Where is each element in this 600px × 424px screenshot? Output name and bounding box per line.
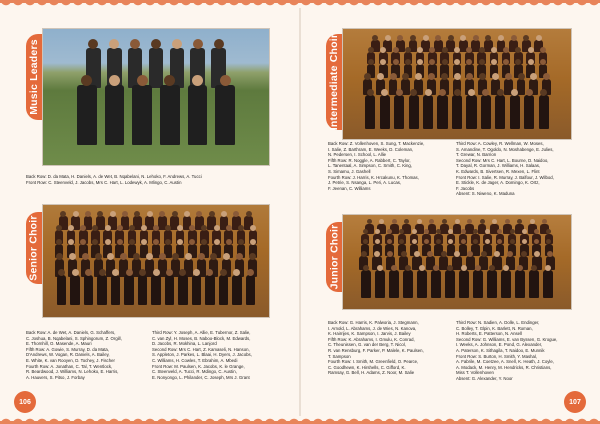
choir-member-head [412, 229, 417, 234]
caption-line: I. Salie, Z. Barthram, E. Weeks, D. Coleman, [328, 146, 414, 152]
choir-member-figure [417, 270, 427, 298]
choir-member-head [214, 239, 220, 245]
choir-member-head [95, 253, 102, 260]
caption-line: Back Row: A. de Wet, A. Daniels, G. Schaffers, [26, 330, 116, 335]
caption-line: Absent: S. Niweno, K. Maduna [456, 191, 515, 197]
choir-member-head [480, 219, 485, 224]
caption-line: S. Simamu, J. Gashell [328, 168, 371, 174]
intermediate-choir-photo [342, 28, 572, 140]
choir-member-figure [70, 275, 79, 305]
choir-member-head [151, 39, 161, 49]
choir-member-head [448, 35, 454, 41]
choir-member-figure [515, 270, 525, 298]
choir-member-figure [375, 270, 385, 298]
choir-member-head [540, 47, 546, 53]
caption-line: A. Paterson, K. Sithagila, T. Naidoo, E. Munnik [456, 347, 545, 353]
choir-member-head [147, 211, 153, 217]
choir-member-figure [124, 275, 133, 305]
page-number-right-text: 107 [569, 398, 581, 406]
choir-member-head [454, 59, 460, 65]
choir-member-figure [151, 275, 160, 305]
caption-line: A. Modack, M. Henry, M. Hendricks, R. Christians, [456, 364, 552, 370]
caption-line: Fourth Row: A. Jonathan, C. Tal, T. Wentlock, [26, 363, 113, 369]
music-leaders-group [43, 29, 269, 165]
choir-member-head [419, 265, 425, 271]
choir-member-figure [365, 95, 375, 129]
choir-member-figure [409, 95, 419, 129]
caption-line: D. Jacobs, R. Mokhina, L. Lanjord [152, 341, 217, 347]
choir-member-head [247, 269, 254, 276]
caption-line: L. Tanentaal, A. Simpson, C. Smith, C. King, [328, 163, 412, 169]
caption-line: E. White, K. van Rooyen, D. Tochey, J. Fischer [26, 357, 115, 363]
choir-member-head [220, 75, 231, 86]
choir-member-figure [361, 270, 371, 298]
choir-member-head [185, 253, 192, 260]
choir-member-head [69, 253, 76, 260]
choir-member-figure [138, 275, 147, 305]
choir-member-head [126, 269, 133, 276]
choir-member-head [56, 225, 62, 231]
caption-line: S. Appleton, J. Parkes, L. Blaai, H. Dyers, J. Jacobs, [152, 352, 252, 358]
choir-member-figure [459, 244, 468, 256]
choir-member-head [193, 269, 200, 276]
caption-line: Absent: G. Alexander, Y. Noor [456, 375, 513, 381]
choir-member-head [172, 211, 178, 217]
caption-line: Back Row: G. Harris, K. Palworia, J. Stegmann, [328, 320, 419, 325]
choir-member-figure [459, 270, 469, 298]
choir-member-head [153, 239, 159, 245]
choir-member-head [117, 239, 123, 245]
choir-member-head [517, 265, 523, 271]
choir-member-head [491, 47, 497, 53]
choir-member-head [540, 59, 546, 65]
choir-member-head [375, 229, 380, 234]
choir-member-figure [453, 224, 462, 234]
choir-member-figure [510, 95, 520, 129]
choir-member-head [414, 251, 420, 257]
choir-member-head [377, 73, 384, 80]
choir-member-head [392, 219, 397, 224]
choir-member-head [405, 47, 411, 53]
caption-line: Third Row: Y. Joseph, A. Allie, E. Tubernor, Z. Salie, [152, 330, 251, 335]
choir-member-head [374, 251, 380, 257]
choir-member-head [172, 39, 182, 49]
choir-member-head [129, 239, 135, 245]
caption-line: Fifth Row: R. Noggle, A. Rabbert, C. Taylor, [328, 157, 411, 163]
choir-member-head [454, 89, 461, 96]
choir-member-figure [423, 95, 433, 129]
choir-member-head [461, 229, 466, 234]
senior-choir-caption-col2 [152, 330, 278, 380]
caption-line: Third Row: N. Sadien, A. Dolle, L. Endinger, [456, 320, 540, 325]
senior-choir-group [43, 205, 269, 317]
choir-member-head [425, 89, 432, 96]
choir-member-head [526, 89, 533, 96]
choir-member-head [467, 219, 472, 224]
choir-member-figure [205, 275, 214, 305]
caption-line: C. Theunissen, G. van der Berg, T. Nicol, [328, 342, 406, 348]
choir-member-figure [97, 275, 106, 305]
choir-member-head [479, 59, 485, 65]
choir-member-head [528, 47, 534, 53]
choir-member-figure [188, 85, 207, 145]
senior-choir-title: Senior Choir [28, 215, 40, 281]
caption-line: F. Jacobs [456, 185, 475, 191]
choir-member-head [536, 35, 542, 41]
caption-line: Back Row: Z. Vollenhoven, S. Sung, T. Mackenzie, [328, 141, 425, 146]
choir-member-figure [437, 95, 447, 129]
choir-member-figure [132, 85, 151, 145]
senior-choir-tab [26, 212, 42, 284]
junior-choir-photo [342, 214, 572, 310]
choir-member-head [385, 35, 391, 41]
caption-line: C. Goodhewn, K. Hirshells, C. Gifford, K. [328, 364, 406, 370]
music-leaders-title: Music Leaders [28, 39, 41, 115]
caption-line: Second Row: Mrs C. Hart, Z. Kamaseli, N. Hanson, [152, 346, 250, 352]
choir-member-head [433, 265, 439, 271]
choir-member-head [363, 239, 368, 244]
junior-choir-title: Junior Choir [328, 224, 341, 290]
choir-member-head [396, 89, 403, 96]
caption-line: Fifth Row: A. Gowie, S. Murray, D. da Mata, [26, 346, 110, 352]
choir-member-head [518, 73, 525, 80]
choir-member-head [172, 253, 179, 260]
caption-line: R. van Rensburg, F. Parker, P. Malele, K. Paulsen, [328, 347, 424, 353]
choir-member-head [439, 89, 446, 96]
choir-member-head [209, 211, 215, 217]
caption-line: A. Hauvers, S. Pitso, J. Forbay [26, 374, 85, 380]
choir-member-head [159, 253, 166, 260]
caption-line: A. Fabrile, M. Coetzee, A. Snell, K. Heath, J. Coyle, [456, 359, 554, 365]
caption-line: R. Beardwood, J. Williams, N. Lehoko, E. Harris, [26, 369, 119, 375]
caption-line: I. Arnold, L. Abrahams, J. de Wies, N. Kanova, [328, 325, 417, 331]
choir-member-head [99, 269, 106, 276]
choir-member-head [361, 251, 367, 257]
choir-member-head [393, 59, 399, 65]
choir-member-head [364, 73, 371, 80]
page-number-left [14, 391, 36, 413]
caption-line: C. Williams, H. Cowles, T. Ebrahim, A. Mbedi [152, 357, 238, 363]
choir-member-figure [495, 95, 505, 129]
music-leaders-caption-back: Back Row: D. da Mata, H. Daniels, A. de Wet, B. Nqabelani, N. Lehoko, F. Andrews, A. Tucci [26, 174, 202, 179]
caption-line: T. Dayal, R. Gorman, J. Williams, H. Salaas, [456, 163, 541, 169]
choir-member-figure [445, 270, 455, 298]
choir-member-head [192, 75, 203, 86]
caption-line: I. Weeks, A. Johnson, E. Pond, G. Alexander, [456, 342, 543, 348]
choir-member-head [447, 265, 453, 271]
music-leaders-caption-front: Front Row: C. Steenveld, J. Jacobs, Mrs C. Hart, L. Lodewyk, A. Mlingo, C. Austin [26, 179, 182, 185]
choir-member-head [461, 239, 466, 244]
choir-member-head [410, 35, 416, 41]
choir-member-head [522, 229, 527, 234]
caption-line: Third Row: A. Cowley, R. Wellman, W. Moses, [456, 141, 544, 146]
choir-member-figure [403, 270, 413, 298]
choir-member-head [238, 239, 244, 245]
choir-member-head [530, 219, 535, 224]
choir-member-head [442, 219, 447, 224]
choir-member-figure [77, 85, 96, 145]
caption-line: Fourth Row: J. Harris, K. Hrcakunu, K. Thomas, [328, 174, 419, 180]
choir-member-head [393, 47, 399, 53]
junior-choir-group [343, 215, 571, 309]
caption-line: E. Nonyongo, L. Philander, C. Joseph, Mrs J. Grant [152, 374, 250, 380]
choir-member-head [226, 225, 232, 231]
page-number-right [564, 391, 586, 413]
choir-member-figure [452, 95, 462, 129]
choir-member-head [129, 225, 135, 231]
choir-member-head [405, 59, 411, 65]
choir-member-figure [487, 270, 497, 298]
caption-line: Ramsay, G. Bell, H. Adams, Z. Noor, M. Salie [328, 370, 415, 376]
choir-member-head [146, 253, 153, 260]
choir-member-figure [149, 48, 164, 88]
choir-member-head [401, 251, 407, 257]
choir-member-head [153, 269, 160, 276]
choir-member-head [105, 225, 111, 231]
choir-member-head [424, 239, 429, 244]
caption-line: C. Bolley, T. Glpin, K. Barlett, N. Roman, [456, 325, 533, 331]
choir-member-head [109, 75, 120, 86]
choir-member-head [246, 211, 252, 217]
choir-member-head [184, 211, 190, 217]
caption-line: N. Pedersen, I. School, L. Allie [328, 152, 387, 158]
caption-line: E. Stickle, K. de Jager, A. Domingo, K. Ortz, [456, 180, 540, 186]
choir-member-head [249, 253, 256, 260]
choir-member-head [250, 239, 256, 245]
choir-member-head [428, 73, 435, 80]
caption-line: E. Thornhill, O. Masende, A. Mauri [26, 341, 92, 347]
caption-line: Front Row: S. Burton, H. Smith, Y. Mashal, [456, 353, 538, 359]
choir-member-head [522, 239, 527, 244]
intermediate-choir-title: Intermediate Choir [328, 33, 340, 131]
choir-member-figure [232, 275, 241, 305]
choir-member-figure [524, 95, 534, 129]
choir-member-head [531, 265, 537, 271]
choir-member-head [503, 265, 509, 271]
intermediate-choir-caption-col1 [328, 141, 454, 191]
caption-line: K. Hairrijes, K. Sampson, I. Jarvis, J. Bailey [328, 331, 411, 337]
choir-member-figure [380, 95, 390, 129]
caption-line: Front Row: I. Salie, R. Murray, J. Balfour, J. Wilbod, [456, 174, 554, 180]
choir-member-head [226, 239, 232, 245]
caption-line: C. van Zyl, H. Moses, B. Naboo-Block, M. Edwards, [152, 335, 251, 341]
choir-member-head [454, 73, 461, 80]
choir-member-figure [178, 275, 187, 305]
choir-member-head [455, 219, 460, 224]
caption-line: Miss T. Vollenhoven [456, 370, 494, 376]
choir-member-figure [401, 79, 410, 95]
choir-member-head [390, 73, 397, 80]
choir-member-head [534, 251, 540, 257]
junior-choir-caption-col1 [328, 320, 454, 376]
choir-member-head [214, 39, 224, 49]
choir-member-head [479, 47, 485, 53]
choir-member-head [238, 225, 244, 231]
junior-choir-caption-col2 [456, 320, 580, 382]
choir-member-figure [219, 275, 228, 305]
choir-member-head [367, 219, 372, 224]
choir-member-head [473, 35, 479, 41]
choir-member-head [442, 59, 448, 65]
choir-member-head [545, 265, 551, 271]
caption-line: H. Roberts, E. Patterson, N. Ansell [456, 331, 522, 337]
choir-member-head [363, 229, 368, 234]
choir-member-figure [165, 275, 174, 305]
page-spine [299, 8, 301, 416]
choir-member-figure [466, 95, 476, 129]
choir-member-head [85, 211, 91, 217]
choir-member-head [492, 73, 499, 80]
senior-choir-photo [42, 204, 270, 318]
choir-member-head [510, 229, 515, 234]
caption-line: Second Row: Mrs C. Hart, L. Bourne, D. Naidoo, [456, 157, 549, 163]
choir-member-head [405, 265, 411, 271]
choir-member-head [468, 89, 475, 96]
music-leaders-tab [26, 34, 42, 120]
intermediate-choir-group [343, 29, 571, 139]
choir-member-head [391, 265, 397, 271]
choir-member-figure [501, 270, 511, 298]
choir-member-head [498, 35, 504, 41]
choir-member-head [441, 251, 447, 257]
junior-choir-tab [326, 222, 342, 292]
choir-member-figure [192, 275, 201, 305]
senior-choir-caption-col1 [26, 330, 150, 380]
choir-member-head [417, 219, 422, 224]
choir-member-figure [57, 275, 66, 305]
choir-member-head [511, 35, 517, 41]
caption-line: S. Amandine, T. Ogoldo, N. Moshabenge, E. Julies, [456, 146, 554, 152]
choir-member-head [521, 251, 527, 257]
choir-member-head [505, 219, 510, 224]
choir-member-head [220, 269, 227, 276]
choir-member-head [510, 239, 515, 244]
choir-member-head [56, 239, 62, 245]
choir-member-head [166, 269, 173, 276]
choir-member-head [454, 251, 460, 257]
choir-member-head [105, 239, 111, 245]
choir-member-head [528, 59, 534, 65]
choir-member-figure [543, 270, 553, 298]
choir-member-figure [539, 95, 549, 129]
caption-line: F. Jeenan, C. Williams [328, 185, 371, 191]
choir-member-head [375, 239, 380, 244]
caption-line: D'Andrews, W. Vogan, R. Daniels, A. Bailey, [26, 352, 110, 358]
choir-member-head [82, 253, 89, 260]
choir-member-head [377, 265, 383, 271]
caption-line: Front Row: M. Paulsen, K. Jacobs, K. le Grange, [152, 363, 245, 369]
choir-member-head [423, 35, 429, 41]
choir-member-head [198, 253, 205, 260]
choir-member-head [505, 73, 512, 80]
choir-member-figure [160, 85, 179, 145]
choir-member-head [141, 225, 147, 231]
caption-line: Fourth Row: I. Smith, M. Greenfield, O. Pearce, [328, 359, 419, 365]
choir-member-head [250, 225, 256, 231]
choir-member-head [141, 239, 147, 245]
choir-member-head [214, 225, 220, 231]
choir-member-head [473, 229, 478, 234]
choir-member-head [110, 211, 116, 217]
caption-line: T. Grewar, N. Barrion [456, 152, 497, 158]
choir-member-head [424, 229, 429, 234]
choir-member-head [475, 265, 481, 271]
caption-line: C. Joshua, B. Nqabelani, S. Sphingorum, Z. Orgill, [26, 335, 122, 341]
choir-member-figure [529, 270, 539, 298]
choir-member-head [412, 239, 417, 244]
choir-member-figure [84, 275, 93, 305]
music-leaders-caption [26, 174, 276, 185]
choir-member-head [367, 89, 374, 96]
intermediate-choir-tab [326, 34, 342, 130]
choir-member-head [454, 47, 460, 53]
choir-member-head [461, 265, 467, 271]
choir-member-head [442, 47, 448, 53]
intermediate-choir-caption-col2 [456, 141, 580, 197]
caption-line: Fifth Row: K. Abrahams, I. Gmulu, K. Conrad, [328, 336, 415, 342]
choir-member-head [56, 253, 63, 260]
choir-member-head [117, 225, 123, 231]
choir-member-head [137, 75, 148, 86]
choir-member-figure [105, 85, 124, 145]
choir-member-figure [246, 275, 255, 305]
caption-line: C. Steenveld, A. Tucci, R. Mdingo, C. Austin, [152, 369, 237, 375]
caption-line: K. Edwards, B. Sivertsen, R. Mexen, L. Flint [456, 168, 540, 174]
choir-member-head [73, 211, 79, 217]
choir-member-figure [394, 95, 404, 129]
choir-member-head [72, 269, 79, 276]
music-leaders-photo [42, 28, 270, 166]
choir-member-figure [466, 256, 475, 270]
choir-member-figure [473, 270, 483, 298]
choir-member-head [489, 265, 495, 271]
choir-member-figure [111, 275, 120, 305]
choir-member-figure [389, 270, 399, 298]
choir-member-head [363, 265, 369, 271]
choir-member-head [494, 251, 500, 257]
choir-member-head [153, 225, 159, 231]
choir-member-head [491, 59, 497, 65]
caption-line: T. Sampson [328, 353, 351, 359]
choir-member-head [497, 89, 504, 96]
caption-line: J. Petrie, S. Nsanga, L. Peri, A. Lucas, [328, 180, 402, 186]
choir-member-figure [481, 95, 491, 129]
choir-member-head [139, 269, 146, 276]
caption-line: Second Row: G. Williams, E. van Byssen, G. Krogue, [456, 336, 558, 342]
choir-member-figure [431, 270, 441, 298]
choir-member-head [473, 239, 478, 244]
choir-member-head [193, 39, 203, 49]
choir-member-figure [215, 85, 234, 145]
page-number-left-text: 106 [19, 398, 31, 406]
choir-member-head [441, 73, 448, 80]
choir-member-head [481, 251, 487, 257]
